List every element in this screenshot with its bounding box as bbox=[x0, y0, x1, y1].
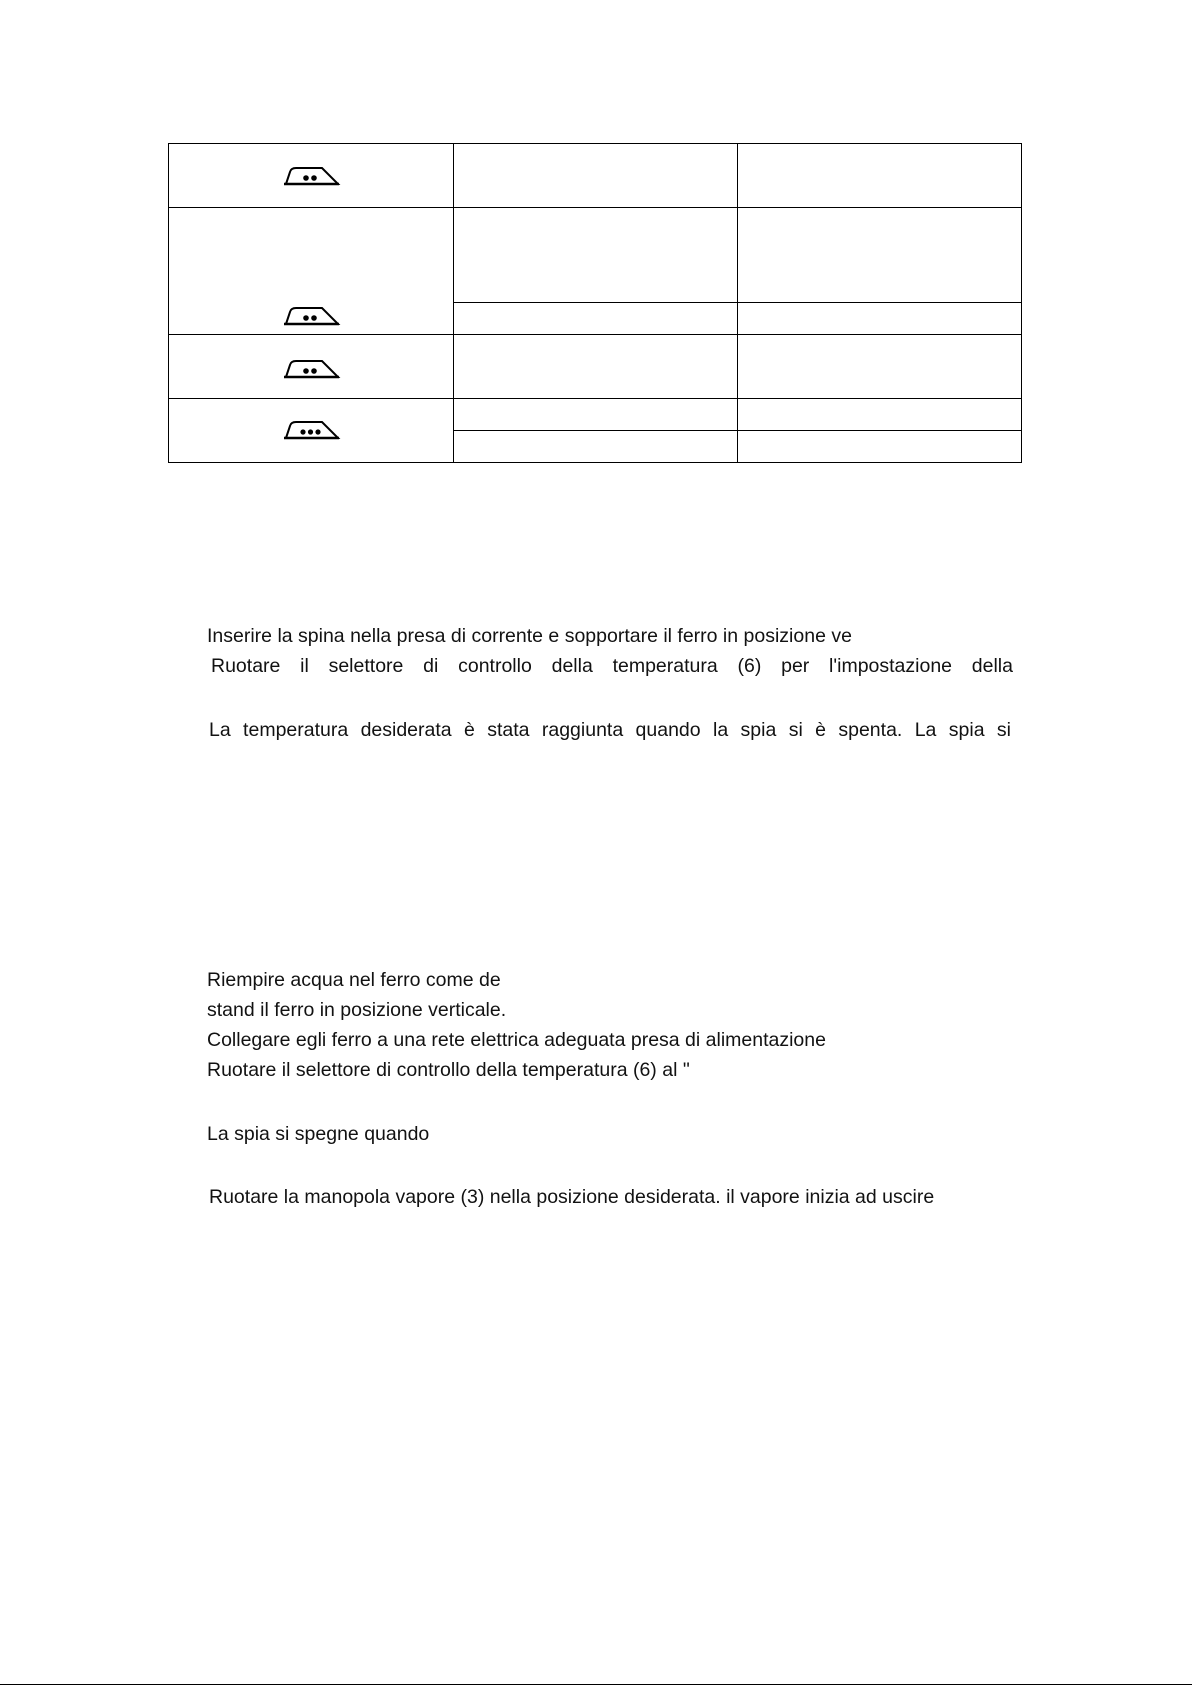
instruction-line: Ruotare il selettore di controllo della temperatura (6) per l'impostazione della bbox=[211, 655, 1013, 677]
instruction-line: Inserire la spina nella presa di corrente e sopportare il ferro in posizione ve bbox=[207, 625, 852, 647]
instruction-line: stand il ferro in posizione verticale. bbox=[207, 999, 507, 1021]
iron-two-dots-icon bbox=[280, 162, 342, 188]
iron-three-dots-icon bbox=[280, 416, 342, 442]
icon-cell bbox=[169, 399, 454, 463]
iron-two-dots-icon bbox=[280, 302, 342, 328]
icon-cell bbox=[169, 208, 454, 335]
table-row bbox=[169, 335, 1022, 399]
table-cell bbox=[454, 399, 738, 431]
table-row bbox=[169, 208, 1022, 303]
table-cell bbox=[454, 431, 738, 463]
table-cell bbox=[454, 303, 738, 335]
table-row bbox=[169, 144, 1022, 208]
instruction-line: Riempire acqua nel ferro come de bbox=[207, 969, 501, 991]
instruction-line: Collegare egli ferro a una rete elettrica adeguata presa di alimentazione bbox=[207, 1029, 826, 1051]
table-row bbox=[169, 399, 1022, 431]
table-cell bbox=[738, 431, 1022, 463]
instruction-line: La temperatura desiderata è stata raggiunta quando la spia si è spenta. La spia si bbox=[209, 719, 1011, 741]
table-cell bbox=[454, 208, 738, 303]
table-cell bbox=[454, 335, 738, 399]
table-cell bbox=[738, 208, 1022, 303]
table-cell bbox=[454, 144, 738, 208]
table-cell bbox=[738, 335, 1022, 399]
ironing-temperature-table bbox=[168, 143, 1022, 463]
icon-cell bbox=[169, 335, 454, 399]
instruction-line: La spia si spegne quando bbox=[207, 1123, 430, 1145]
table-cell bbox=[738, 303, 1022, 335]
table-cell bbox=[738, 144, 1022, 208]
iron-two-dots-icon bbox=[280, 355, 342, 381]
icon-cell bbox=[169, 144, 454, 208]
instruction-line: Ruotare la manopola vapore (3) nella posizione desiderata. il vapore inizia ad uscire bbox=[209, 1186, 935, 1208]
table-cell bbox=[738, 399, 1022, 431]
instruction-line: Ruotare il selettore di controllo della temperatura (6) al " bbox=[207, 1059, 690, 1081]
